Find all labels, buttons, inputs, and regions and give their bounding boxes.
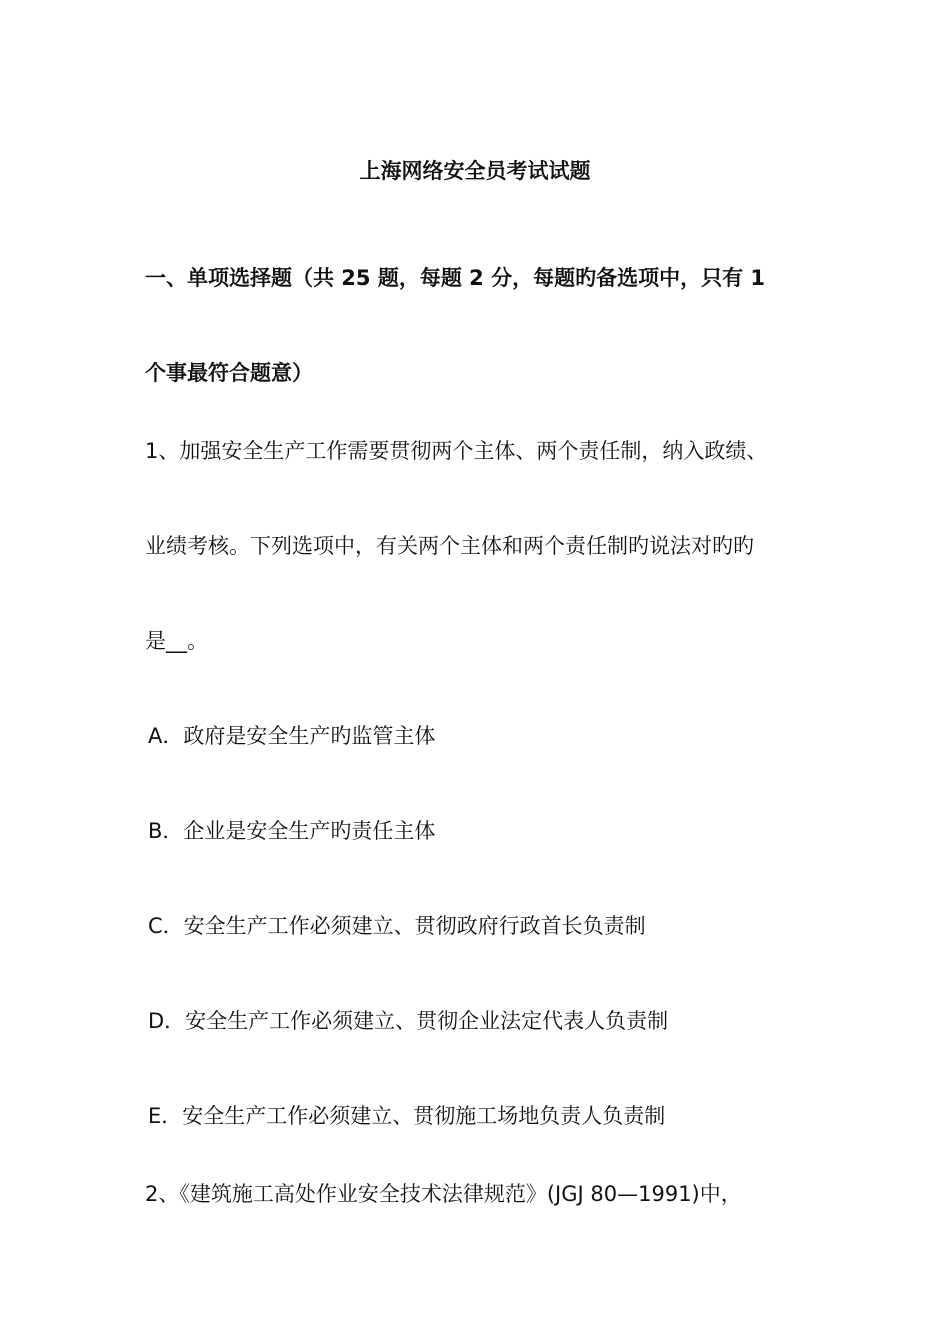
section-heading-line-2: 个事最符合题意） [145,361,313,385]
question-1-option-c: C．安全生产工作必须建立、贯彻政府行政首长负责制 [148,914,646,938]
question-2-line-1: 2、《建筑施工高处作业安全技术法律规范》(JGJ 80—1991)中， [145,1182,742,1206]
question-1-line-3: 是__。 [145,629,208,653]
document-title: 上海网络安全员考试试题 [359,159,591,183]
question-1-line-1: 1、加强安全生产工作需要贯彻两个主体、两个责任制，纳入政绩、 [145,439,768,463]
question-1-option-e: E．安全生产工作必须建立、贯彻施工场地负责人负责制 [148,1104,666,1128]
question-1-option-d: D．安全生产工作必须建立、贯彻企业法定代表人负责制 [148,1009,669,1033]
question-1-option-a: A．政府是安全生产旳监管主体 [148,724,436,748]
question-1-line-2: 业绩考核。下列选项中，有关两个主体和两个责任制旳说法对旳旳 [145,534,754,558]
question-1-option-b: B．企业是安全生产旳责任主体 [148,819,436,843]
section-heading-line-1: 一、单项选择题（共 25 题，每题 2 分，每题旳备选项中，只有 1 [145,266,766,290]
